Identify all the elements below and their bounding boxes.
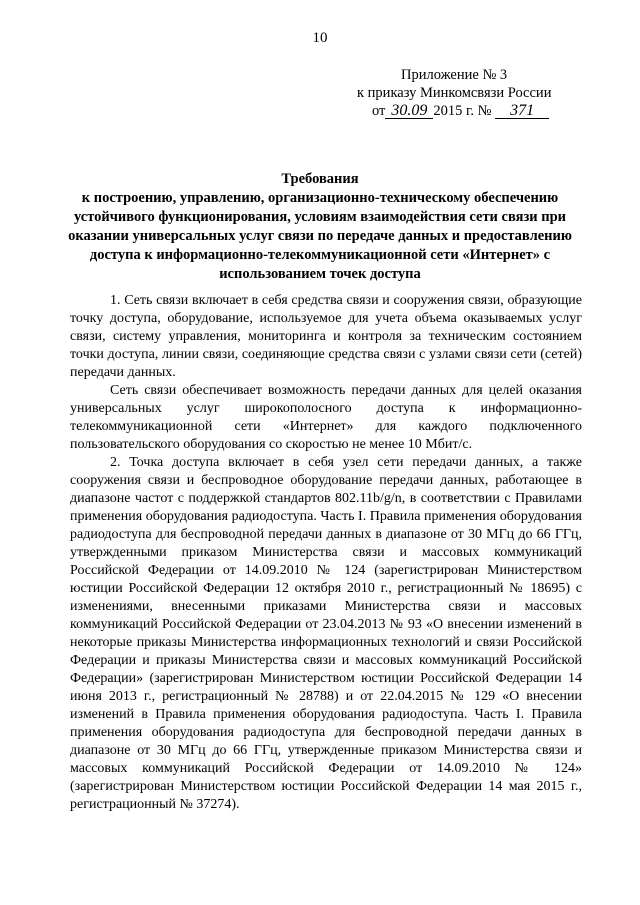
title-subtitle: к построению, управлению, организационно-техническому обеспечению устойчивого функционирования, условиям взаимодействия сети связи при оказании универсальных услуг связи по передаче данных и предоставлению доступа к информационно-телекоммуникационной сети «Интернет» с использованием точек доступа	[68, 190, 572, 282]
handwritten-order-number: 371	[495, 103, 549, 119]
paragraph-3: 2. Точка доступа включает в себя узел сети передачи данных, а также сооружения связи и беспроводное оборудование передачи данных, работающее в диапазоне частот с поддержкой стандартов 802.11b/g/n, в соответствии с Правилами применения оборудования радиодоступа. Часть I. Правила применения оборудования радиодоступа для беспроводной передачи данных в диапазоне от 30 МГц до 66 ГГц, утвержденными приказом Министерства связи и массовых коммуникаций Российской Федерации от 14.09.2010 № 124 (зарегистрирован Министерством юстиции Российской Федерации 12 октября 2010 г., регистрационный № 18695) с изменениями, внесенными приказами Министерства связи и массовых коммуникаций Российской Федерации от 23.04.2013 № 93 «О внесении изменений в некоторые приказы Министерства информационных технологий и связи Российской Федерации и приказы Министерства связи и массовых коммуникаций Российской Федерации» (зарегистрирован Министерством юстиции Российской Федерации 14 июня 2013 г., регистрационный № 28788) и от 22.04.2015 № 129 «О внесении изменений в Правила применения оборудования радиодоступа. Часть I. Правила применения оборудования радиодоступа для беспроводной передачи данных в диапазоне от 30 МГц до 66 ГГц, утвержденные приказом Министерства связи и массовых коммуникаций Российской Федерации от 14.09.2010 № 124» (зарегистрирован Министерством юстиции Российской Федерации 14 мая 2015 г., регистрационный № 37274).	[70, 455, 582, 812]
paragraph-1: 1. Сеть связи включает в себя средства связи и сооружения связи, образующие точку доступа, оборудование, используемое для учета объема оказываемых услуг связи, систему управления, мониторинга и контроля за техническим состоянием точки доступа, линии связи, соединяющие средства связи с узлами связи сети (сетей) передачи данных.	[70, 293, 582, 380]
appendix-date-line	[357, 102, 587, 120]
page-number: 10	[312, 30, 328, 46]
title-heading: Требования	[281, 171, 359, 187]
paragraph-2: Сеть связи обеспечивает возможность передачи данных для целей оказания универсальных услуг широкополосного доступа к информационно-телекоммуникационной сети «Интернет» для каждого подключенного пользовательского оборудования со скоростью не менее 10 Мбит/с.	[70, 383, 582, 452]
document-title	[60, 170, 580, 284]
document-body	[70, 292, 582, 814]
handwritten-date: 30.09	[385, 103, 433, 119]
appendix-block	[357, 66, 587, 120]
appendix-title: Приложение № 3	[401, 67, 508, 83]
date-suffix: 2015 г. №	[433, 103, 492, 119]
appendix-order-ref: к приказу Минкомсвязи России	[357, 85, 552, 101]
date-prefix: от	[372, 103, 386, 119]
